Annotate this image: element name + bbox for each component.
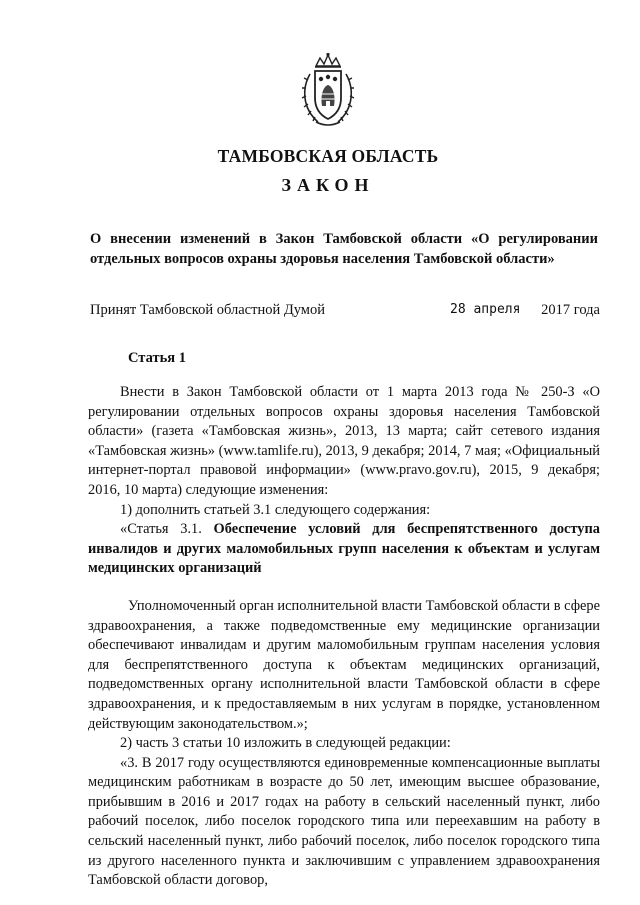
new-article-prefix: «Статья 3.1. xyxy=(120,521,202,538)
article-intro: Внести в Закон Тамбовской области от 1 марта 2013 года № 250-З «О регулировании отдельных вопросов охраны здоровья населения Тамбовской области» (газета «Тамбовская жизнь», 2013, 13 марта; сайт сетевого издания «Тамбовская жизнь» (www.tamlife.ru), 2013, 9 декабря; 2014, 7 мая; «Официальный интернет-портал правовой информации» (www.pravo.gov.ru), 2015, 9 декабря; 2016, 10 марта) следующие изменения: xyxy=(88,384,600,498)
law-title: О внесении изменений в Закон Тамбовской области «О регулировании отдельных вопросов охраны здоровья населения Тамбовской области» xyxy=(90,231,598,267)
adoption-date: 28 апреля xyxy=(450,302,521,317)
new-article-text: Уполномоченный орган исполнительной власти Тамбовской области в сфере здравоохранения, а также подведомственные ему медицинские организации обеспечивают инвалидам и другим маломобильным группам населения условия для беспрепятственного доступа к объектам медицинских организаций, подведомственных органу исполнительной власти Тамбовской области в сфере здравоохранения, и к предоставляемым в них услугам в порядке, установленном действующим законодательством.»; xyxy=(88,597,600,732)
adopted-by: Принят Тамбовской областной Думой xyxy=(90,302,325,318)
item-1: 1) дополнить статьей 3.1 следующего содержания: xyxy=(120,501,431,518)
adoption-line xyxy=(90,300,600,320)
part-3-text: «3. В 2017 году осуществляются единовременные компенсационные выплаты медицинским работникам в возрасте до 50 лет, имеющим высшее образование, прибывшим в 2016 и 2017 годах на работу в сельский населенный пункт, либо рабочий поселок, либо поселок городского типа или переехавшим на работу в сельский населенный пункт, либо рабочий поселок, либо поселок городского типа из другого населенного пункта и заключившим с управлением здравоохранения Тамбовской области договор, xyxy=(88,754,600,889)
new-article-title: Обеспечение условий для беспрепятственного доступа инвалидов и других маломобильных групп населения к объектам и услугам медицинских организаций xyxy=(88,521,600,577)
new-article-heading xyxy=(88,520,600,579)
article-body xyxy=(88,383,600,891)
item-2: 2) часть 3 статьи 10 изложить в следующей редакции: xyxy=(120,735,451,752)
adoption-year: 2017 года xyxy=(541,302,600,318)
document-type: ЗАКОН xyxy=(281,175,375,195)
region-name: ТАМБОВСКАЯ ОБЛАСТЬ xyxy=(217,146,439,166)
coat-of-arms-icon xyxy=(300,52,356,130)
article-heading: Статья 1 xyxy=(128,350,186,366)
